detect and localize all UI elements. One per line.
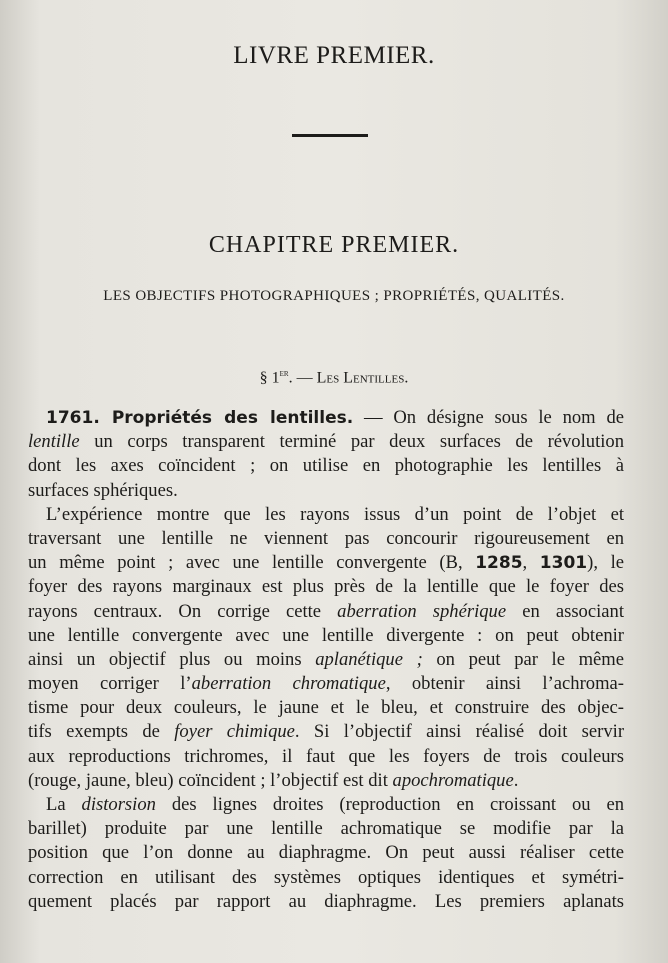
text-line: traversant une lentille ne viennent pas concourir rigoureusement en	[28, 527, 624, 549]
text-line: tifs exempts de foyer chimique. Si l’objectif ainsi réalisé doit servir	[28, 721, 625, 743]
text-line: ainsi un objectif plus ou moins aplanétique ; on peut par le même	[28, 648, 624, 670]
chapter-subtitle: LES OBJECTIFS PHOTOGRAPHIQUES ; PROPRIÉTÉS, QUALITÉS.	[103, 288, 565, 304]
text-line: L’expérience montre que les rayons issus d’un point de l’objet et	[46, 503, 624, 525]
section-sup: er	[279, 368, 289, 379]
text-line: correction en utilisant des systèmes optiques identiques et symétri-	[28, 866, 624, 888]
divider-rule	[292, 134, 368, 137]
text-line: position que l’on donne au diaphragme. On peut aussi réaliser cette	[28, 842, 624, 864]
cross-reference: 1285	[475, 553, 523, 574]
text-line: barillet) produite par une lentille achromatique se modifie par la	[28, 818, 624, 840]
chapter-title: CHAPITRE PREMIER.	[208, 232, 460, 258]
text-line: 1761. Propriétés des lentilles. — On désigne sous le nom de	[46, 407, 624, 428]
text-line: une lentille convergente avec une lentille divergente : on peut obtenir	[28, 624, 624, 646]
text-line: moyen corriger l’aberration chromatique, obtenir ainsi l’achroma-	[28, 673, 624, 695]
article-number: 1761. Propriétés des lentilles.	[46, 408, 354, 428]
book-title: LIVRE PREMIER.	[233, 42, 435, 69]
text-line: quement placés par rapport au diaphragme. Les premiers aplanats	[28, 890, 624, 912]
section-heading	[0, 368, 668, 387]
text-line: aux reproductions trichromes, il faut que les foyers de trois couleurs	[28, 745, 624, 767]
body-text	[28, 406, 624, 914]
section-mark: § 1	[259, 369, 280, 387]
text-line: foyer des rayons marginaux est plus près de la lentille que le foyer des	[28, 576, 624, 598]
text-line: tisme pour deux couleurs, le jaune et le bleu, et construire des objec-	[28, 697, 624, 719]
section-title: . — Les Lentilles.	[288, 369, 409, 387]
text-line: lentille un corps transparent terminé par deux surfaces de révolution	[28, 431, 624, 453]
text-line: rayons centraux. On corrige cette aberration sphérique en associant	[28, 600, 624, 622]
text-line: surfaces sphériques.	[28, 479, 178, 501]
cross-reference: 1301	[539, 553, 588, 574]
text-line: La distorsion des lignes droites (reproduction en croissant ou en	[46, 794, 624, 815]
text-line: (rouge, jaune, bleu) coïncident ; l’objectif est dit apochromatique.	[28, 769, 519, 791]
text-line: un même point ; avec une lentille convergente (B, 1285, 1301), le	[28, 552, 624, 574]
text-line: dont les axes coïncident ; on utilise en photographie les lentilles à	[28, 455, 624, 477]
